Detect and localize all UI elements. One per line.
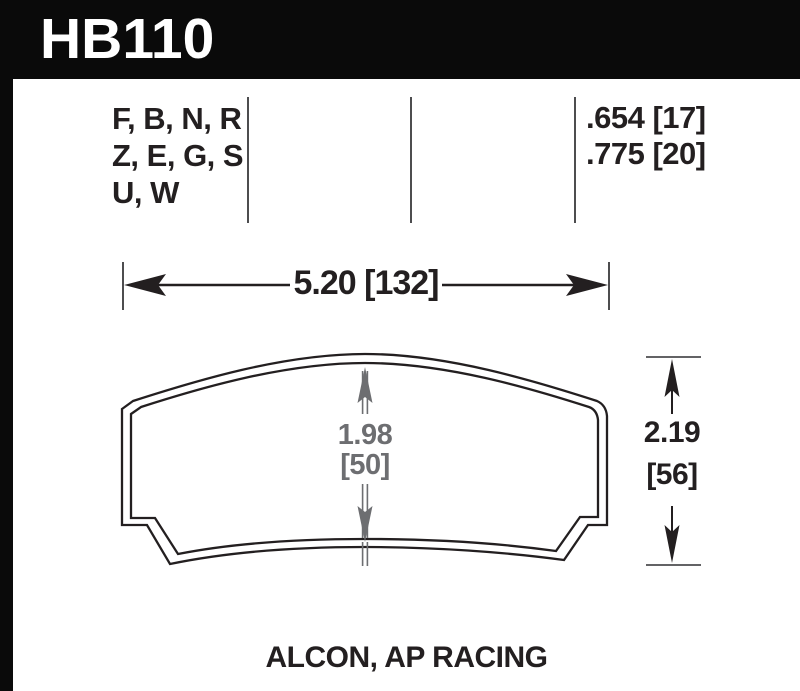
height-dimension-mm: [56] bbox=[646, 458, 698, 491]
pad-thickness-line: .775 [20] bbox=[586, 136, 706, 171]
compound-codes-line: Z, E, G, S bbox=[112, 138, 244, 173]
up-arrowhead-icon bbox=[358, 367, 373, 403]
compound-codes-line: F, B, N, R bbox=[112, 101, 242, 136]
part-number: HB110 bbox=[40, 7, 215, 71]
compound-codes-line: U, W bbox=[112, 175, 179, 210]
depth-dimension-mm: [50] bbox=[340, 449, 390, 481]
depth-dimension-inches: 1.98 bbox=[337, 419, 393, 451]
width-dimension-label: 5.20 [132] bbox=[293, 264, 439, 302]
down-arrowhead-icon bbox=[358, 506, 373, 542]
height-dimension-inches: 2.19 bbox=[643, 416, 701, 449]
caliper-applications: ALCON, AP RACING bbox=[265, 641, 548, 674]
pad-thickness-line: .654 [17] bbox=[586, 100, 706, 135]
